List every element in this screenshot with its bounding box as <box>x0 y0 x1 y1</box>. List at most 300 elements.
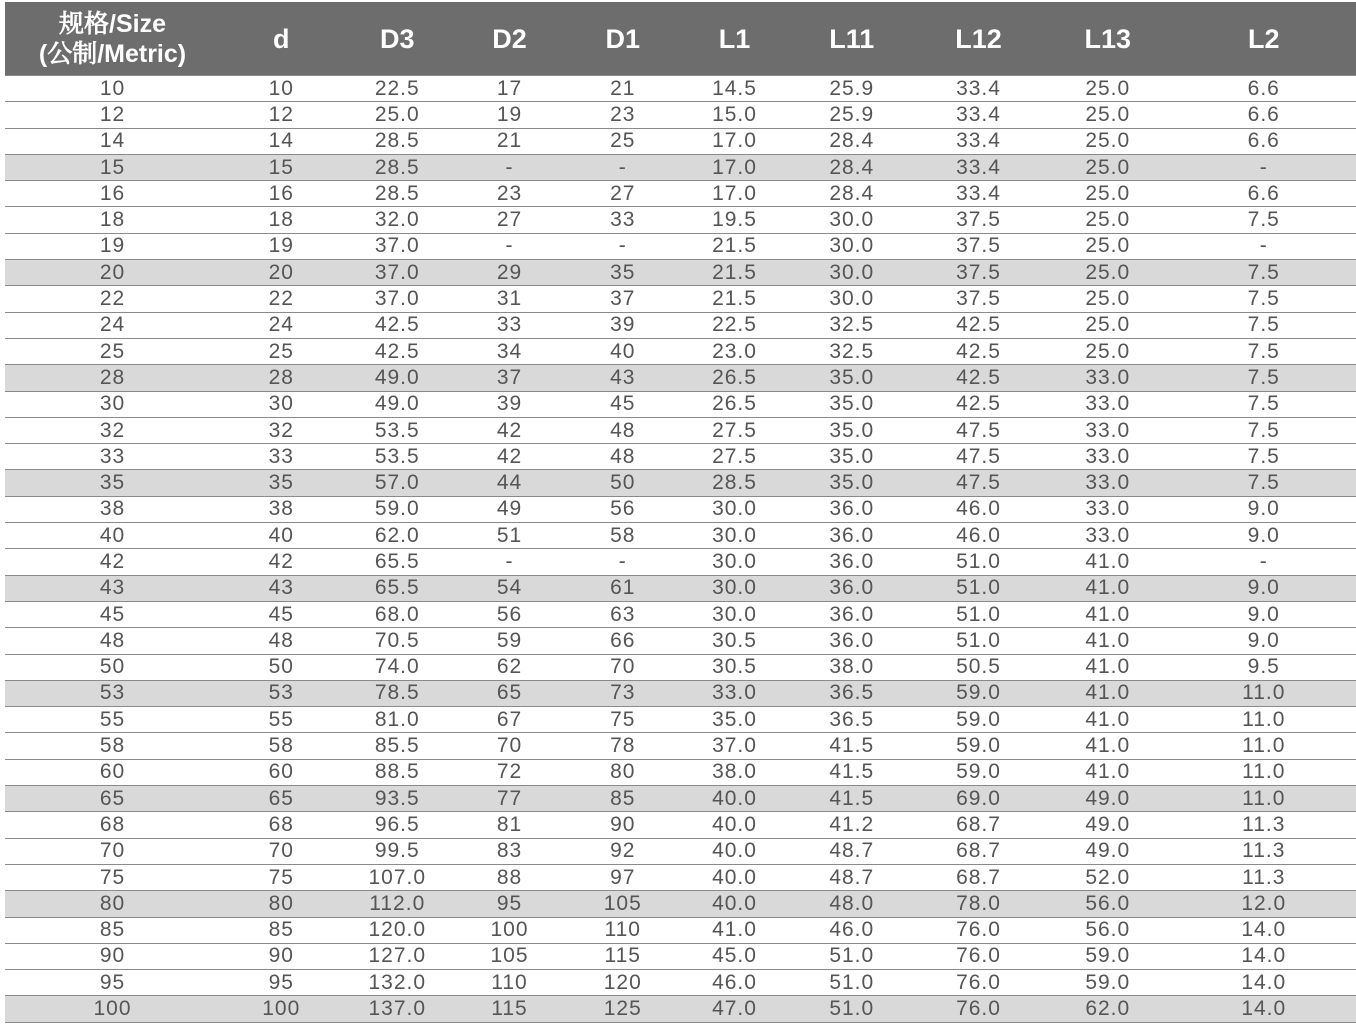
cell-d2: 44 <box>452 470 567 496</box>
cell-l13: 25.0 <box>1044 260 1172 286</box>
table-row <box>5 549 1356 575</box>
cell-d3: 81.0 <box>343 707 453 733</box>
cell-l1: 19.5 <box>679 207 791 233</box>
cell-l13: 59.0 <box>1044 943 1172 969</box>
header-row <box>5 2 1356 76</box>
table-row <box>5 707 1356 733</box>
cell-l11: 48.0 <box>791 891 914 917</box>
cell-d3: 88.5 <box>343 759 453 785</box>
header-d3: D3 <box>343 2 453 76</box>
cell-l11: 36.0 <box>791 575 914 601</box>
header-l12: L12 <box>913 2 1044 76</box>
cell-size: 25 <box>5 338 220 364</box>
cell-d3: 42.5 <box>343 338 453 364</box>
cell-l13: 33.0 <box>1044 391 1172 417</box>
cell-l1: 41.0 <box>679 917 791 943</box>
cell-d2: 100 <box>452 917 567 943</box>
cell-l13: 25.0 <box>1044 286 1172 312</box>
cell-l11: 28.4 <box>791 154 914 180</box>
table-row <box>5 970 1356 996</box>
header-d1: D1 <box>567 2 679 76</box>
cell-d3: 25.0 <box>343 102 453 128</box>
cell-l11: 35.0 <box>791 444 914 470</box>
table-row <box>5 260 1356 286</box>
cell-d3: 53.5 <box>343 417 453 443</box>
cell-l2: 9.0 <box>1172 523 1356 549</box>
cell-l13: 62.0 <box>1044 996 1172 1022</box>
cell-l13: 59.0 <box>1044 970 1172 996</box>
cell-l11: 25.9 <box>791 102 914 128</box>
cell-l11: 35.0 <box>791 365 914 391</box>
cell-d2: 23 <box>452 181 567 207</box>
cell-l2: 11.0 <box>1172 759 1356 785</box>
cell-d3: 62.0 <box>343 523 453 549</box>
cell-d1: - <box>567 233 679 259</box>
table-row <box>5 891 1356 917</box>
cell-l13: 41.0 <box>1044 733 1172 759</box>
cell-l12: 47.5 <box>913 444 1044 470</box>
cell-l13: 25.0 <box>1044 154 1172 180</box>
cell-size: 19 <box>5 233 220 259</box>
cell-size: 48 <box>5 628 220 654</box>
cell-l1: 15.0 <box>679 102 791 128</box>
cell-l12: 76.0 <box>913 996 1044 1022</box>
cell-d1: 25 <box>567 128 679 154</box>
table-row <box>5 470 1356 496</box>
cell-l12: 42.5 <box>913 365 1044 391</box>
cell-d3: 59.0 <box>343 496 453 522</box>
cell-l13: 49.0 <box>1044 838 1172 864</box>
cell-d: 43 <box>220 575 343 601</box>
cell-size: 15 <box>5 154 220 180</box>
cell-l2: 11.3 <box>1172 812 1356 838</box>
cell-l13: 41.0 <box>1044 549 1172 575</box>
cell-l13: 25.0 <box>1044 181 1172 207</box>
cell-d3: 37.0 <box>343 286 453 312</box>
cell-d3: 68.0 <box>343 601 453 627</box>
cell-d1: 73 <box>567 680 679 706</box>
cell-d: 14 <box>220 128 343 154</box>
cell-d2: 65 <box>452 680 567 706</box>
cell-l1: 40.0 <box>679 786 791 812</box>
cell-l2: - <box>1172 154 1356 180</box>
cell-l13: 25.0 <box>1044 312 1172 338</box>
cell-d: 45 <box>220 601 343 627</box>
table-row <box>5 233 1356 259</box>
header-d2: D2 <box>452 2 567 76</box>
cell-l11: 36.5 <box>791 680 914 706</box>
cell-d3: 53.5 <box>343 444 453 470</box>
cell-d1: 110 <box>567 917 679 943</box>
table-row <box>5 444 1356 470</box>
cell-d3: 22.5 <box>343 76 453 102</box>
cell-d2: 88 <box>452 864 567 890</box>
cell-l2: 7.5 <box>1172 417 1356 443</box>
cell-l2: 14.0 <box>1172 943 1356 969</box>
cell-size: 80 <box>5 891 220 917</box>
cell-d2: - <box>452 154 567 180</box>
table-row <box>5 417 1356 443</box>
cell-d3: 28.5 <box>343 181 453 207</box>
cell-l12: 47.5 <box>913 470 1044 496</box>
table-row <box>5 601 1356 627</box>
table-row <box>5 391 1356 417</box>
cell-size: 70 <box>5 838 220 864</box>
cell-l1: 27.5 <box>679 444 791 470</box>
header-l13: L13 <box>1044 2 1172 76</box>
cell-l13: 25.0 <box>1044 207 1172 233</box>
table-row <box>5 496 1356 522</box>
cell-l13: 49.0 <box>1044 786 1172 812</box>
table-row <box>5 76 1356 102</box>
cell-l1: 30.0 <box>679 496 791 522</box>
cell-l13: 41.0 <box>1044 759 1172 785</box>
cell-size: 68 <box>5 812 220 838</box>
cell-l2: 7.5 <box>1172 260 1356 286</box>
cell-l13: 33.0 <box>1044 444 1172 470</box>
cell-l12: 42.5 <box>913 391 1044 417</box>
cell-d: 28 <box>220 365 343 391</box>
table-body <box>5 76 1356 1023</box>
cell-size: 10 <box>5 76 220 102</box>
cell-l11: 28.4 <box>791 181 914 207</box>
cell-d1: - <box>567 549 679 575</box>
table-row <box>5 286 1356 312</box>
table-row <box>5 917 1356 943</box>
cell-l13: 41.0 <box>1044 680 1172 706</box>
cell-d1: 75 <box>567 707 679 733</box>
header-size <box>5 2 220 76</box>
header-d: d <box>220 2 343 76</box>
cell-d1: 115 <box>567 943 679 969</box>
cell-d2: 56 <box>452 601 567 627</box>
cell-d1: 21 <box>567 76 679 102</box>
cell-l12: 50.5 <box>913 654 1044 680</box>
cell-d1: 37 <box>567 286 679 312</box>
cell-d1: 27 <box>567 181 679 207</box>
cell-l12: 33.4 <box>913 154 1044 180</box>
cell-l1: 26.5 <box>679 365 791 391</box>
cell-l12: 33.4 <box>913 181 1044 207</box>
cell-d3: 132.0 <box>343 970 453 996</box>
cell-d2: 39 <box>452 391 567 417</box>
cell-l12: 51.0 <box>913 549 1044 575</box>
cell-l1: 30.5 <box>679 628 791 654</box>
cell-l13: 25.0 <box>1044 128 1172 154</box>
cell-l1: 21.5 <box>679 286 791 312</box>
cell-l2: 6.6 <box>1172 102 1356 128</box>
cell-l11: 48.7 <box>791 864 914 890</box>
cell-l1: 28.5 <box>679 470 791 496</box>
cell-l12: 33.4 <box>913 102 1044 128</box>
cell-l12: 42.5 <box>913 338 1044 364</box>
cell-l13: 41.0 <box>1044 601 1172 627</box>
cell-size: 85 <box>5 917 220 943</box>
cell-l1: 22.5 <box>679 312 791 338</box>
cell-l12: 37.5 <box>913 260 1044 286</box>
table-row <box>5 338 1356 364</box>
cell-d2: 17 <box>452 76 567 102</box>
cell-d2: 37 <box>452 365 567 391</box>
cell-size: 100 <box>5 996 220 1022</box>
cell-l1: 30.0 <box>679 523 791 549</box>
cell-l13: 33.0 <box>1044 523 1172 549</box>
cell-d3: 65.5 <box>343 549 453 575</box>
cell-d3: 127.0 <box>343 943 453 969</box>
cell-l13: 33.0 <box>1044 365 1172 391</box>
cell-d2: 105 <box>452 943 567 969</box>
cell-l2: 14.0 <box>1172 917 1356 943</box>
cell-d1: 66 <box>567 628 679 654</box>
cell-d2: 83 <box>452 838 567 864</box>
cell-l1: 35.0 <box>679 707 791 733</box>
cell-d3: 65.5 <box>343 575 453 601</box>
cell-l2: 7.5 <box>1172 338 1356 364</box>
cell-size: 30 <box>5 391 220 417</box>
cell-l1: 33.0 <box>679 680 791 706</box>
cell-l12: 33.4 <box>913 76 1044 102</box>
cell-d: 90 <box>220 943 343 969</box>
cell-l12: 37.5 <box>913 286 1044 312</box>
cell-d: 58 <box>220 733 343 759</box>
cell-l13: 52.0 <box>1044 864 1172 890</box>
cell-d2: 62 <box>452 654 567 680</box>
cell-l12: 59.0 <box>913 733 1044 759</box>
cell-d: 65 <box>220 786 343 812</box>
cell-size: 45 <box>5 601 220 627</box>
table-row <box>5 838 1356 864</box>
cell-l11: 41.5 <box>791 733 914 759</box>
cell-d1: 78 <box>567 733 679 759</box>
cell-l2: 9.0 <box>1172 575 1356 601</box>
cell-d: 55 <box>220 707 343 733</box>
cell-size: 16 <box>5 181 220 207</box>
cell-d3: 49.0 <box>343 391 453 417</box>
cell-d3: 85.5 <box>343 733 453 759</box>
cell-d1: 50 <box>567 470 679 496</box>
cell-l2: 7.5 <box>1172 312 1356 338</box>
cell-l12: 46.0 <box>913 523 1044 549</box>
cell-d3: 137.0 <box>343 996 453 1022</box>
cell-l11: 32.5 <box>791 338 914 364</box>
cell-d: 75 <box>220 864 343 890</box>
cell-d1: 90 <box>567 812 679 838</box>
cell-size: 90 <box>5 943 220 969</box>
cell-d: 85 <box>220 917 343 943</box>
cell-l1: 17.0 <box>679 128 791 154</box>
cell-l2: 7.5 <box>1172 286 1356 312</box>
cell-d3: 78.5 <box>343 680 453 706</box>
cell-l2: 9.0 <box>1172 496 1356 522</box>
cell-l13: 56.0 <box>1044 917 1172 943</box>
cell-d: 100 <box>220 996 343 1022</box>
cell-l1: 45.0 <box>679 943 791 969</box>
cell-l2: 7.5 <box>1172 391 1356 417</box>
header-l11: L11 <box>791 2 914 76</box>
cell-l11: 30.0 <box>791 286 914 312</box>
cell-d2: 54 <box>452 575 567 601</box>
cell-d2: 72 <box>452 759 567 785</box>
table-row <box>5 680 1356 706</box>
cell-d1: 56 <box>567 496 679 522</box>
cell-d2: 21 <box>452 128 567 154</box>
cell-l2: 11.0 <box>1172 786 1356 812</box>
cell-size: 55 <box>5 707 220 733</box>
table-row <box>5 575 1356 601</box>
cell-l2: 14.0 <box>1172 996 1356 1022</box>
cell-size: 43 <box>5 575 220 601</box>
cell-d3: 99.5 <box>343 838 453 864</box>
cell-l11: 41.5 <box>791 786 914 812</box>
cell-d1: 40 <box>567 338 679 364</box>
cell-l12: 37.5 <box>913 233 1044 259</box>
cell-d3: 32.0 <box>343 207 453 233</box>
cell-l1: 23.0 <box>679 338 791 364</box>
cell-l1: 46.0 <box>679 970 791 996</box>
table-row <box>5 181 1356 207</box>
cell-d: 19 <box>220 233 343 259</box>
cell-l1: 30.0 <box>679 575 791 601</box>
cell-d2: 67 <box>452 707 567 733</box>
cell-d2: 27 <box>452 207 567 233</box>
cell-l11: 30.0 <box>791 207 914 233</box>
cell-l2: 12.0 <box>1172 891 1356 917</box>
cell-l13: 41.0 <box>1044 654 1172 680</box>
cell-l2: 6.6 <box>1172 128 1356 154</box>
cell-l11: 36.0 <box>791 496 914 522</box>
cell-l11: 30.0 <box>791 233 914 259</box>
cell-l13: 41.0 <box>1044 628 1172 654</box>
cell-d2: 95 <box>452 891 567 917</box>
size-spec-table <box>5 2 1356 1023</box>
cell-d1: 63 <box>567 601 679 627</box>
cell-d1: 61 <box>567 575 679 601</box>
cell-size: 65 <box>5 786 220 812</box>
cell-d: 53 <box>220 680 343 706</box>
cell-d3: 37.0 <box>343 233 453 259</box>
cell-size: 14 <box>5 128 220 154</box>
cell-size: 32 <box>5 417 220 443</box>
cell-l11: 41.2 <box>791 812 914 838</box>
cell-l12: 59.0 <box>913 759 1044 785</box>
cell-l2: 11.0 <box>1172 733 1356 759</box>
cell-l13: 41.0 <box>1044 575 1172 601</box>
table-row <box>5 996 1356 1022</box>
cell-l1: 30.0 <box>679 549 791 575</box>
cell-d1: 92 <box>567 838 679 864</box>
cell-d2: 77 <box>452 786 567 812</box>
cell-l13: 56.0 <box>1044 891 1172 917</box>
cell-d2: 110 <box>452 970 567 996</box>
cell-l13: 25.0 <box>1044 102 1172 128</box>
cell-l2: 6.6 <box>1172 181 1356 207</box>
cell-l12: 69.0 <box>913 786 1044 812</box>
cell-size: 24 <box>5 312 220 338</box>
cell-d1: 23 <box>567 102 679 128</box>
cell-d1: 80 <box>567 759 679 785</box>
table-row <box>5 128 1356 154</box>
cell-d3: 57.0 <box>343 470 453 496</box>
cell-l12: 78.0 <box>913 891 1044 917</box>
cell-l12: 76.0 <box>913 970 1044 996</box>
cell-size: 58 <box>5 733 220 759</box>
cell-d3: 28.5 <box>343 154 453 180</box>
cell-size: 18 <box>5 207 220 233</box>
cell-l1: 40.0 <box>679 891 791 917</box>
cell-d2: 42 <box>452 444 567 470</box>
cell-l2: 11.0 <box>1172 680 1356 706</box>
cell-d: 38 <box>220 496 343 522</box>
cell-l2: 9.5 <box>1172 654 1356 680</box>
table-row <box>5 523 1356 549</box>
cell-l1: 17.0 <box>679 181 791 207</box>
cell-d: 33 <box>220 444 343 470</box>
cell-l11: 48.7 <box>791 838 914 864</box>
cell-size: 75 <box>5 864 220 890</box>
cell-l12: 33.4 <box>913 128 1044 154</box>
cell-size: 53 <box>5 680 220 706</box>
cell-d: 40 <box>220 523 343 549</box>
cell-l11: 38.0 <box>791 654 914 680</box>
cell-l2: 9.0 <box>1172 628 1356 654</box>
cell-l2: 9.0 <box>1172 601 1356 627</box>
cell-size: 40 <box>5 523 220 549</box>
header-l2: L2 <box>1172 2 1356 76</box>
cell-d: 32 <box>220 417 343 443</box>
cell-size: 20 <box>5 260 220 286</box>
cell-d: 60 <box>220 759 343 785</box>
cell-l13: 33.0 <box>1044 417 1172 443</box>
cell-d1: 70 <box>567 654 679 680</box>
cell-d3: 96.5 <box>343 812 453 838</box>
cell-d: 15 <box>220 154 343 180</box>
cell-l12: 37.5 <box>913 207 1044 233</box>
cell-l1: 30.5 <box>679 654 791 680</box>
cell-size: 33 <box>5 444 220 470</box>
cell-l12: 42.5 <box>913 312 1044 338</box>
cell-l13: 49.0 <box>1044 812 1172 838</box>
cell-l11: 32.5 <box>791 312 914 338</box>
cell-d2: 49 <box>452 496 567 522</box>
cell-l11: 25.9 <box>791 76 914 102</box>
cell-l12: 59.0 <box>913 707 1044 733</box>
cell-d: 95 <box>220 970 343 996</box>
header-l1: L1 <box>679 2 791 76</box>
cell-l2: 7.5 <box>1172 207 1356 233</box>
cell-l1: 26.5 <box>679 391 791 417</box>
cell-l12: 47.5 <box>913 417 1044 443</box>
cell-l13: 25.0 <box>1044 233 1172 259</box>
cell-d2: 81 <box>452 812 567 838</box>
cell-d1: 105 <box>567 891 679 917</box>
cell-l1: 47.0 <box>679 996 791 1022</box>
cell-l1: 40.0 <box>679 838 791 864</box>
cell-l11: 51.0 <box>791 970 914 996</box>
cell-d1: 97 <box>567 864 679 890</box>
cell-l12: 68.7 <box>913 838 1044 864</box>
cell-l11: 36.0 <box>791 549 914 575</box>
table-row <box>5 786 1356 812</box>
cell-d3: 28.5 <box>343 128 453 154</box>
cell-l2: - <box>1172 233 1356 259</box>
table-row <box>5 312 1356 338</box>
cell-d2: 34 <box>452 338 567 364</box>
cell-d: 35 <box>220 470 343 496</box>
cell-d2: 19 <box>452 102 567 128</box>
table-row <box>5 207 1356 233</box>
cell-l12: 51.0 <box>913 575 1044 601</box>
table-row <box>5 864 1356 890</box>
